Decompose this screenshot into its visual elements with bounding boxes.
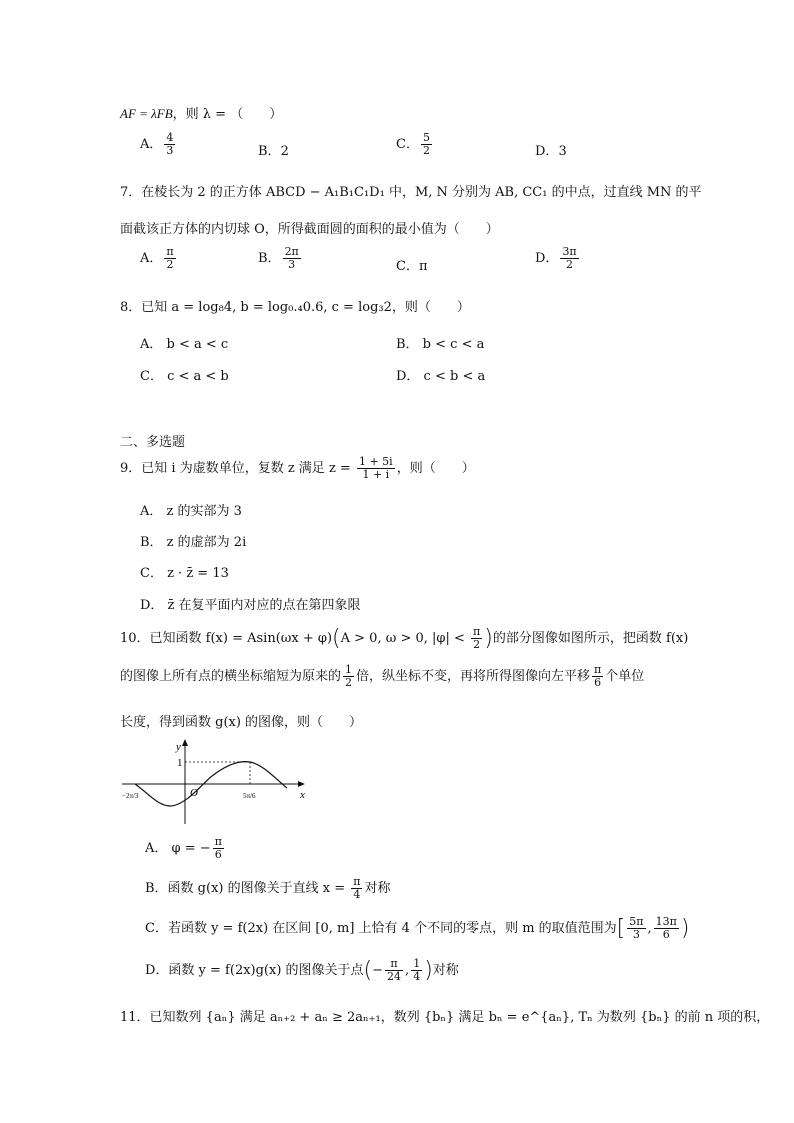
- q8-option-d[interactable]: D． c < b < a: [396, 369, 486, 384]
- q9-stem: 9．已知 i 为虚数单位，复数 z 满足 z = $\frac{1 + 5i}{1 + i}$ ，则（ ）: [120, 455, 475, 481]
- q7-line1: 7．在棱长为 2 的正方体 ABCD − A₁B₁C₁D₁ 中，M, N 分别为 AB, CC₁ 的中点，过直线 MN 的平: [120, 185, 702, 200]
- q6-option-c[interactable]: C． $\frac{5}{2}$: [396, 131, 430, 157]
- section-title-multi-choice: 二、多选题: [120, 435, 186, 450]
- q9-option-d[interactable]: D． z̄ 在复平面内对应的点在第四象限: [140, 598, 361, 613]
- left-tick-label: −2π/3: [122, 792, 139, 800]
- x-axis-label: x: [300, 789, 305, 801]
- q7-option-d[interactable]: D． $\frac{3\pi}{2}$: [535, 245, 577, 271]
- origin-label: O: [190, 787, 198, 799]
- q10-sine-graph: [120, 738, 320, 828]
- q7-line2: 面截该正方体的内切球 O，所得截面圆的面积的最小值为（ ）: [120, 222, 499, 237]
- q8-option-a[interactable]: A． b < a < c: [140, 337, 229, 352]
- q10-line1: 10．已知函数 f(x) = Asin(ωx + φ)(A > 0, ω > 0, |φ| < $\frac{\pi}{2}$ )的部分图像如图所示，把函数 f(x): [120, 625, 689, 651]
- y-axis-label: y: [176, 741, 181, 753]
- q8-option-b[interactable]: B． b < c < a: [396, 337, 485, 352]
- q11-stem: 11．已知数列 {aₙ} 满足 aₙ₊₂ + aₙ ≥ 2aₙ₊₁，数列 {bₙ} 满足 bₙ = e^{aₙ}, Tₙ 为数列 {bₙ} 的前 n 项的积，: [120, 1010, 770, 1025]
- q10-option-b[interactable]: B．函数 g(x) 的图像关于直线 x = $\frac{\pi}{4}$ 对称: [145, 875, 391, 901]
- q10-option-a[interactable]: A． φ = − $\frac{\pi}{6}$: [145, 835, 222, 861]
- q9-option-b[interactable]: B． z 的虚部为 2i: [140, 535, 247, 550]
- q6-vector-equation: AF = λFB: [120, 106, 173, 121]
- q9-option-c[interactable]: C． z · z̄ = 13: [140, 566, 229, 581]
- q10-option-d[interactable]: D．函数 y = f(2x)g(x) 的图像关于点(− $\frac{\pi}{24}$ , $\frac{1}{4}$ )对称: [145, 957, 459, 983]
- q10-option-c[interactable]: C．若函数 y = f(2x) 在区间 [0, m] 上恰有 4 个不同的零点，则 m 的取值范围为[ $\frac{5\pi}{3}$ , $\frac{13\pi}{6}$ ): [145, 915, 690, 941]
- q7-option-a[interactable]: A． $\frac{\pi}{2}$: [140, 245, 174, 271]
- q6-option-b[interactable]: B．2: [258, 144, 289, 159]
- q6-option-a[interactable]: A． $\frac{4}{3}$: [140, 131, 174, 157]
- q8-option-c[interactable]: C． c < a < b: [140, 369, 229, 384]
- right-tick-label: 5π/6: [243, 792, 256, 800]
- q10-line2: 的图像上所有点的横坐标缩短为原来的 $\frac{1}{2}$ 倍，纵坐标不变，再将所得图像向左平移 $\frac{\pi}{6}$ 个单位: [120, 663, 645, 689]
- y-axis-arrow: [182, 739, 188, 746]
- q6-option-d[interactable]: D．3: [535, 144, 567, 159]
- q6-stem-tail: ，则 λ = （ ）: [172, 107, 283, 122]
- q9-option-a[interactable]: A． z 的实部为 3: [140, 504, 242, 519]
- q7-option-b[interactable]: B． $\frac{2\pi}{3}$: [258, 245, 299, 271]
- x-axis-arrow: [298, 781, 305, 787]
- q10-line3: 长度，得到函数 g(x) 的图像，则（ ）: [120, 715, 363, 730]
- q8-stem: 8．已知 a = log₈4, b = log₀.₄0.6, c = log₃2，则（ ）: [120, 300, 470, 315]
- q7-option-c[interactable]: C．π: [396, 259, 428, 274]
- y-value-one: 1: [177, 757, 183, 769]
- q6-stem: [120, 103, 282, 122]
